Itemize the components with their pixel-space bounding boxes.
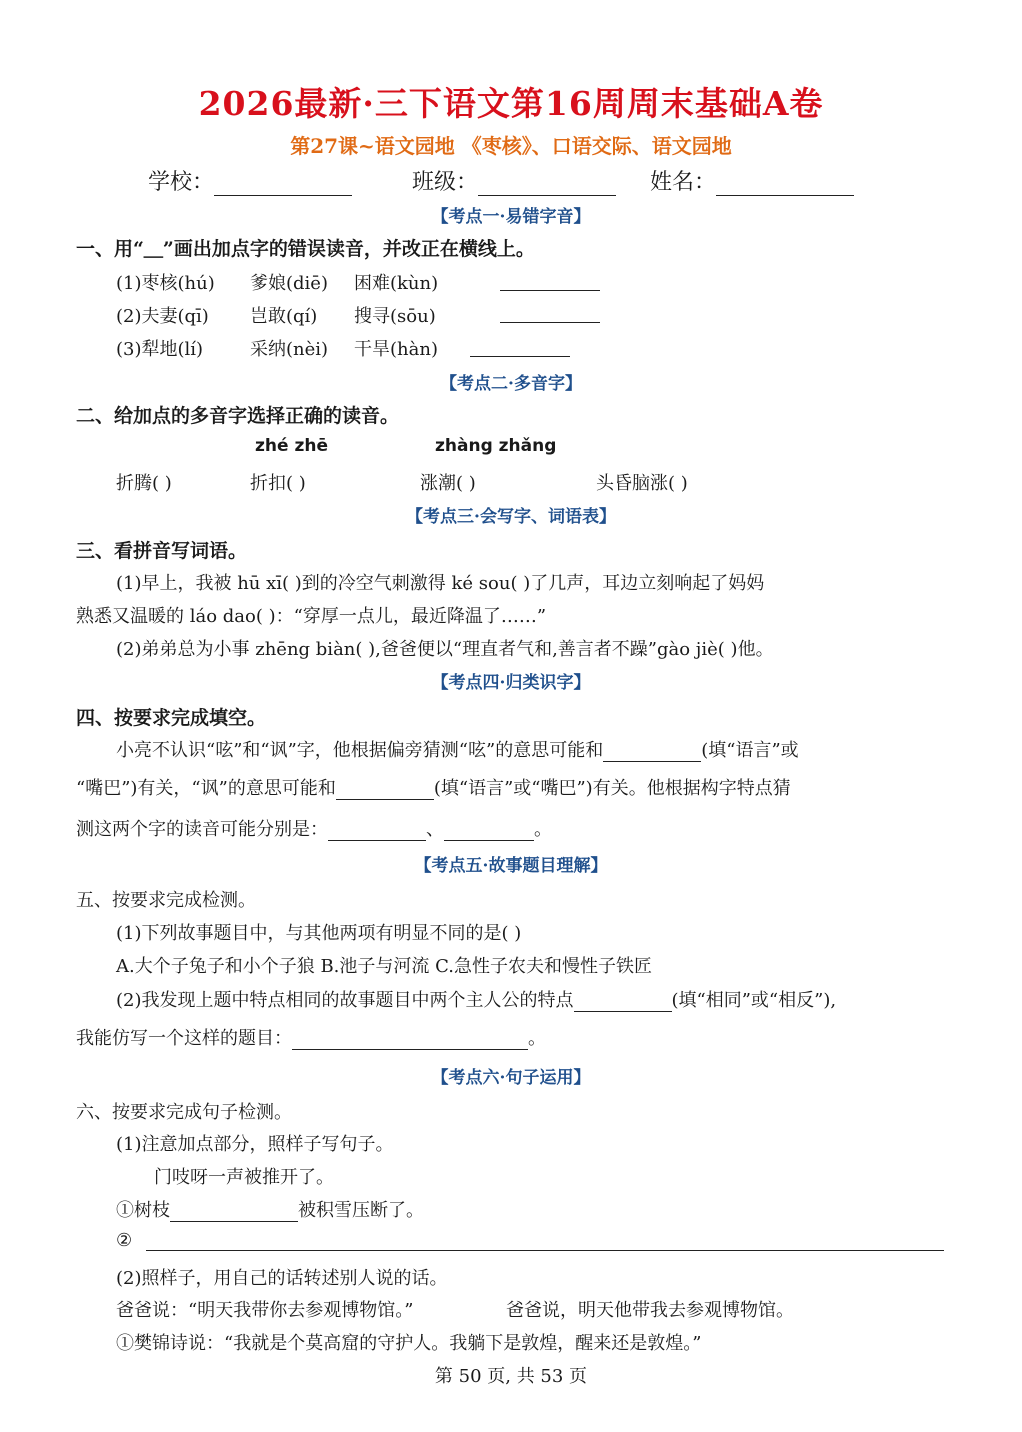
q4-line-2-text: “嘴巴”)有关，“讽”的意思可能和 [76, 778, 336, 799]
q3-line-1: (1)早上，我被 hū xī( )到的冷空气刺激得 ké sou( )了几声，耳边立刻响起了妈妈 [116, 573, 765, 594]
q6-heading: 六、按要求完成句子检测。 [76, 1102, 292, 1123]
q1-r3-c1: (3)犁地(lí) [116, 339, 204, 360]
q6-item-1-tail: 被积雪压断了。 [298, 1200, 424, 1221]
q4-line-3 [76, 815, 552, 841]
q4-line-3-sep: 、 [426, 819, 444, 840]
q6-item-3: ①樊锦诗说：“我就是个莫高窟的守护人。我躺下是敦煌，醒来还是敦煌。” [116, 1333, 702, 1354]
q2-item-1: 折腾( ) [116, 473, 172, 494]
q5-options: A.大个子兔子和小个子狼 B.池子与河流 C.急性子农夫和慢性子铁匠 [116, 956, 652, 977]
q3-line-2: 熟悉又温暖的 láo dao( )：“穿厚一点儿，最近降温了……” [76, 606, 547, 627]
class-blank[interactable] [478, 173, 616, 196]
kaodian-2: 【考点二·多音字】 [440, 374, 582, 394]
q1-heading: 一、用“＿”画出加点字的错误读音，并改正在横线上。 [76, 238, 535, 260]
q1-r2-answer-blank[interactable] [500, 300, 600, 323]
q5-heading: 五、按要求完成检测。 [76, 890, 256, 911]
q4-blank-3[interactable] [328, 818, 426, 841]
q6-item-1-text: ①树枝 [116, 1200, 170, 1221]
q3-line-3: (2)弟弟总为小事 zhēng biàn( ),爸爸便以“理直者气和,善言者不躁”gào jiè( )他。 [116, 639, 774, 660]
q5-line-4 [76, 1024, 546, 1050]
school-blank[interactable] [214, 173, 352, 196]
school-label: 学校： [148, 170, 215, 195]
q5-line-1: (1)下列故事题目中，与其他两项有明显不同的是( ) [116, 923, 522, 944]
q2-item-4: 头昏脑涨( ) [596, 473, 688, 494]
kaodian-3: 【考点三·会写字、词语表】 [406, 507, 616, 527]
q2-pinyin-zhang: zhàng zhǎng [435, 436, 557, 456]
q5-line-4-text: 我能仿写一个这样的题目： [76, 1028, 292, 1049]
q6-blank-2[interactable] [146, 1228, 944, 1251]
q2-heading: 二、给加点的多音字选择正确的读音。 [76, 405, 400, 427]
q6-item-2: ② [116, 1230, 133, 1251]
document-subtitle: 第27课~语文园地 《枣核》、口语交际、语文园地 [290, 134, 732, 158]
q2-item-2: 折扣( ) [250, 473, 306, 494]
kaodian-1: 【考点一·易错字音】 [431, 207, 591, 227]
q1-r3-c2: 采纳(nèi) [250, 339, 329, 360]
q5-line-3-text: (2)我发现上题中特点相同的故事题目中两个主人公的特点 [116, 990, 574, 1011]
q1-r1-c3: 困难(kùn) [354, 273, 439, 294]
document-title: 2026最新·三下语文第16周周末基础A卷 [198, 84, 824, 123]
kaodian-4: 【考点四·归类识字】 [431, 673, 591, 693]
q1-r1-answer-blank[interactable] [500, 268, 600, 291]
name-label: 姓名： [650, 170, 717, 195]
q6-line-5: (2)照样子，用自己的话转述别人说的话。 [116, 1268, 448, 1289]
q6-item-1 [116, 1196, 424, 1222]
q3-heading: 三、看拼音写词语。 [76, 540, 248, 562]
kaodian-6: 【考点六·句子运用】 [431, 1068, 591, 1088]
q1-r2-c3: 搜寻(sōu) [354, 306, 436, 327]
q6-example-2b: 爸爸说，明天他带我去参观博物馆。 [506, 1300, 794, 1321]
q4-blank-2[interactable] [336, 777, 434, 800]
class-label: 班级： [412, 170, 479, 195]
q5-line-3-tail: (填“相同”或“相反”), [671, 990, 837, 1011]
q1-r1-c1: (1)枣核(hú) [116, 273, 215, 294]
q4-line-1-tail: (填“语言”或 [701, 740, 799, 761]
q5-blank-2[interactable] [292, 1027, 528, 1050]
q5-line-4-end: 。 [528, 1028, 546, 1049]
q4-line-3-end: 。 [534, 819, 552, 840]
q1-r2-c2: 岂敢(qí) [250, 306, 318, 327]
q6-example-2a: 爸爸说：“明天我带你去参观博物馆。” [116, 1300, 414, 1321]
q1-r3-answer-blank[interactable] [470, 334, 570, 357]
q6-line-1: (1)注意加点部分，照样子写句子。 [116, 1134, 394, 1155]
q1-r3-c3: 干旱(hàn) [354, 339, 438, 360]
q5-line-3 [116, 986, 836, 1012]
page-number: 第 50 页, 共 53 页 [434, 1366, 588, 1387]
kaodian-5: 【考点五·故事题目理解】 [414, 856, 608, 876]
q1-r2-c1: (2)夫妻(qī) [116, 306, 209, 327]
q4-line-1 [116, 736, 799, 762]
q1-r1-c2: 爹娘(diē) [250, 273, 328, 294]
school-field [148, 165, 352, 196]
name-field [650, 165, 854, 196]
name-blank[interactable] [716, 173, 854, 196]
q6-blank-1[interactable] [170, 1199, 298, 1222]
q4-blank-1[interactable] [603, 739, 701, 762]
class-field [412, 165, 616, 196]
q4-line-2-tail: (填“语言”或“嘴巴”)有关。他根据构字特点猜 [433, 778, 791, 799]
q2-pinyin-zhe: zhé zhē [255, 436, 328, 456]
q4-line-1-text: 小亮不认识“呟”和“讽”字，他根据偏旁猜测“呟”的意思可能和 [116, 740, 604, 761]
q4-line-2 [76, 774, 791, 800]
q5-blank-1[interactable] [574, 989, 672, 1012]
q4-heading: 四、按要求完成填空。 [76, 707, 267, 729]
q4-line-3-text: 测这两个字的读音可能分别是： [76, 819, 328, 840]
q4-blank-4[interactable] [444, 818, 534, 841]
q6-example: 门吱呀一声被推开了。 [154, 1167, 334, 1188]
q2-item-3: 涨潮( ) [420, 473, 476, 494]
